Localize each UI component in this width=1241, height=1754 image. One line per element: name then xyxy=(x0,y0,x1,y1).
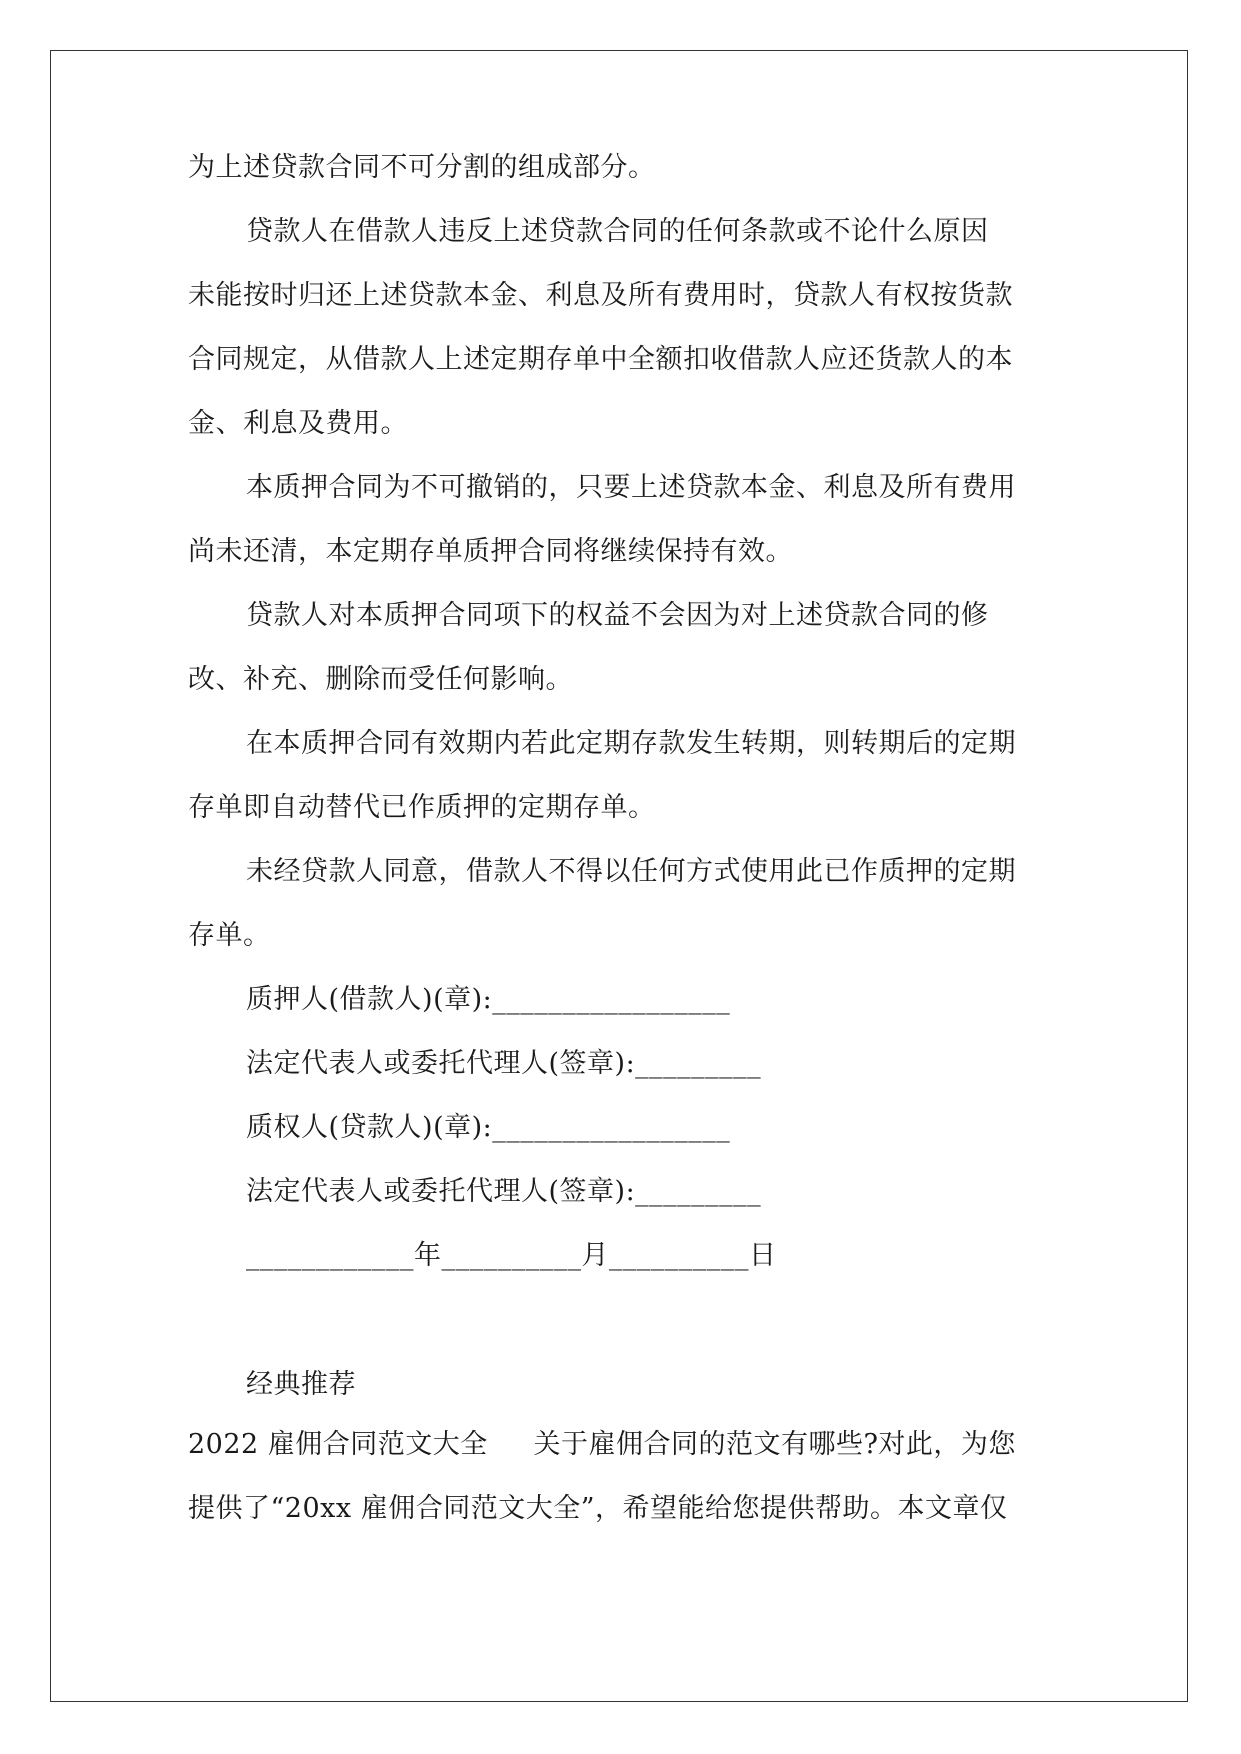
date-line: ____________年__________月__________日 xyxy=(246,1240,777,1271)
paragraph-line: 为上述贷款合同不可分割的组成部分。 xyxy=(188,152,656,183)
signature-line-pledgor-representative: 法定代表人或委托代理人(签章):_________ xyxy=(246,1048,762,1079)
paragraph-line: 存单。 xyxy=(188,920,271,951)
signature-line-pledgee: 质权人(贷款人)(章):_________________ xyxy=(246,1112,731,1143)
paragraph-line: 贷款人对本质押合同项下的权益不会因为对上述贷款合同的修 xyxy=(246,600,989,631)
paragraph-line: 未经贷款人同意，借款人不得以任何方式使用此已作质押的定期 xyxy=(246,856,1016,887)
signature-line-pledgee-representative: 法定代表人或委托代理人(签章):_________ xyxy=(246,1176,762,1207)
signature-line-pledgor: 质押人(借款人)(章):_________________ xyxy=(246,984,731,1015)
paragraph-line: 存单即自动替代已作质押的定期存单。 xyxy=(188,792,656,823)
recommend-line: 2022 雇佣合同范文大全 关于雇佣合同的范文有哪些?对此，为您 xyxy=(188,1429,1016,1460)
recommend-title: 经典推荐 xyxy=(246,1369,356,1400)
paragraph-line: 未能按时归还上述贷款本金、利息及所有费用时，贷款人有权按货款 xyxy=(188,280,1013,311)
paragraph-line: 在本质押合同有效期内若此定期存款发生转期，则转期后的定期 xyxy=(246,728,1016,759)
paragraph-line: 金、利息及费用。 xyxy=(188,408,408,439)
paragraph-line: 改、补充、删除而受任何影响。 xyxy=(188,664,573,695)
paragraph-line: 本质押合同为不可撤销的，只要上述贷款本金、利息及所有费用 xyxy=(246,472,1016,503)
section-gap xyxy=(188,1304,1058,1369)
recommend-line: 提供了“20xx 雇佣合同范文大全”，希望能给您提供帮助。本文章仅 xyxy=(188,1493,1008,1524)
paragraph-line: 贷款人在借款人违反上述贷款合同的任何条款或不论什么原因 xyxy=(246,216,989,247)
paragraph-line: 合同规定，从借款人上述定期存单中全额扣收借款人应还货款人的本 xyxy=(188,344,1013,375)
paragraph-line: 尚未还清，本定期存单质押合同将继续保持有效。 xyxy=(188,536,793,567)
document-body xyxy=(188,152,1058,1557)
